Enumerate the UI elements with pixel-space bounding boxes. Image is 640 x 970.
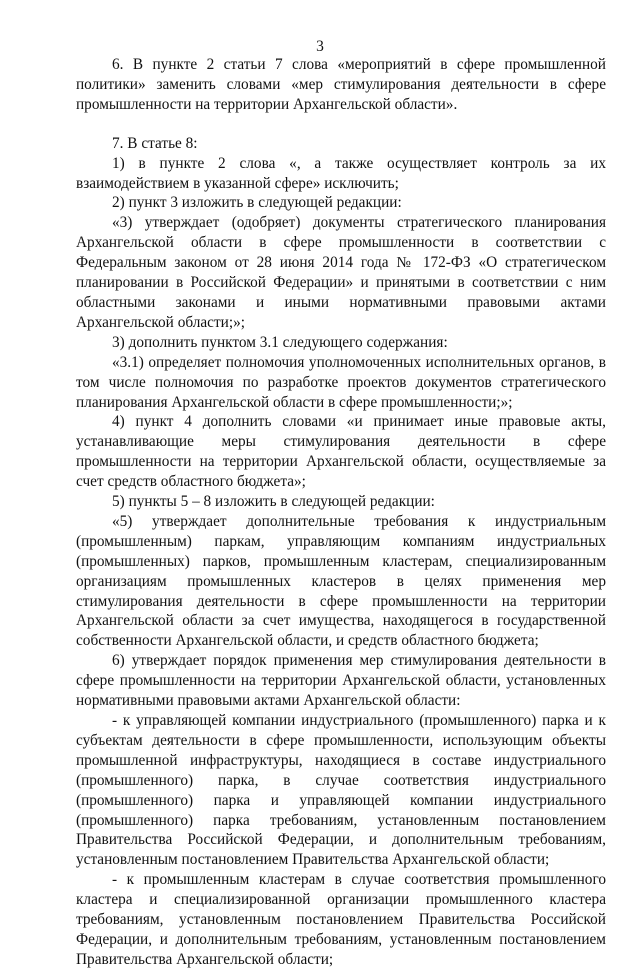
- paragraph-subitem-5: 5) пункты 5 – 8 изложить в следующей редакции:: [112, 493, 435, 511]
- paragraph-subitem-4: 4) пункт 4 дополнить словами «и принимает иные правовые акты, устанавливающие меры стимулирования деятельности в сфере промышленности на территории Архангельской области, осуществляемые за счет средств областного бюджета»;: [76, 413, 606, 491]
- paragraph-dash-item-cluster: - к промышленным кластерам в случае соответствия промышленного кластера и специализированной организации промышленного кластера требованиям, установленным постановлением Правительства Российской Федерации, и дополнительным требованиям, установленным постановлением Правительства Архангельской области;: [76, 871, 606, 968]
- paragraph-quote-punkt-6: 6) утверждает порядок применения мер стимулирования деятельности в сфере промышленности на территории Архангельской области, установленных нормативными правовыми актами Архангельской области:: [76, 652, 606, 710]
- page-number: 3: [316, 38, 324, 55]
- paragraph-subitem-2: 2) пункт 3 изложить в следующей редакции:: [112, 194, 402, 212]
- paragraph-subitem-1: 1) в пункте 2 слова «, а также осуществляет контроль за их взаимодействием в указанной сфере» исключить;: [76, 154, 606, 192]
- paragraph-quote-punkt-3: «3) утверждает (одобряет) документы стратегического планирования Архангельской области в сфере промышленности в соответствии с Федеральным законом от 28 июня 2014 года № 172-ФЗ «О стратегическом планировании в Российской Федерации» и принятыми в соответствии с ним областными законами и иными нормативными правовыми актами Архангельской области;»;: [76, 214, 606, 331]
- paragraph-dash-item-park: - к управляющей компании индустриального (промышленного) парка и к субъектам деятельности в сфере промышленности, использующим объекты промышленной инфраструктуры, находящиеся в составе индустриального (промышленного) парка, в случае соответствия индустриального (промышленного) парка и управляющей компании индустриального (промышленного) парка требованиям, установленным постановлением Правительства Российской Федерации, и дополнительным требованиям, установленным постановлением Правительства Архангельской области;: [76, 712, 606, 869]
- paragraph-subitem-3: 3) дополнить пунктом 3.1 следующего содержания:: [112, 333, 448, 351]
- document-body: [76, 55, 606, 970]
- paragraph-quote-punkt-5: «5) утверждает дополнительные требования к индустриальным (промышленным) паркам, управляющим компаниям индустриальных (промышленных) парков, промышленным кластерам, специализированным организациям промышленных кластеров в целях применения мер стимулирования деятельности в сфере промышленности на территории Архангельской области за счет имущества, находящегося в государственной собственности Архангельской области, и средств областного бюджета;: [76, 512, 606, 650]
- paragraph-item-7-statya-8: 7. В статье 8:: [112, 134, 198, 152]
- paragraph-item-6-statya-7: 6. В пункте 2 статьи 7 слова «мероприятий в сфере промышленной политики» заменить словами «мер стимулирования деятельности в сфере промышленности на территории Архангельской области».: [76, 56, 606, 113]
- paragraph-quote-punkt-3-1: «3.1) определяет полномочия уполномоченных исполнительных органов, в том числе полномочия по разработке проектов документов стратегического планирования Архангельской области в сфере промышленности;»;: [76, 353, 606, 411]
